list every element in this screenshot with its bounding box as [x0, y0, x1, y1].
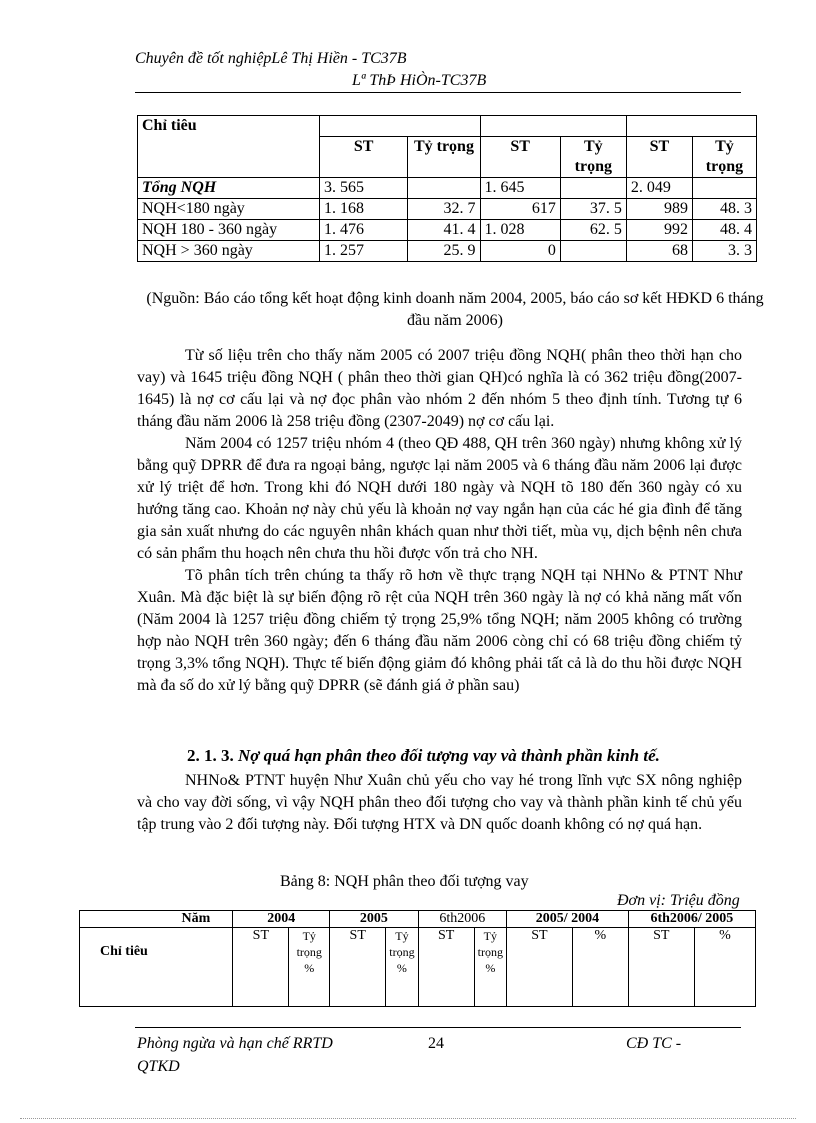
- table-row: [138, 199, 757, 220]
- sub-header: ST: [233, 928, 289, 1007]
- row-label: NQH 180 - 360 ngày: [138, 220, 320, 241]
- col-header: ST: [480, 137, 560, 178]
- table-caption: Bảng 8: NQH phân theo đối tượng vay: [280, 873, 529, 890]
- group-header: 6th2006: [418, 911, 506, 928]
- cell: 992: [626, 220, 692, 241]
- running-header-garbled: Lª ThÞ HiÒn-TC37B: [352, 72, 487, 89]
- table-group-cell: [480, 116, 626, 137]
- page-boundary: [20, 1118, 796, 1119]
- table-header-label: Chỉ tiêu: [138, 116, 320, 178]
- footer-left-continued: QTKD: [137, 1058, 180, 1075]
- footer-left: Phòng ngừa và hạn chế RRTD: [137, 1035, 333, 1052]
- paragraph: NHNo& PTNT huyện Như Xuân chủ yếu cho vay hé trong lĩnh vực SX nông nghiệp và cho vay đời sống, vì vậy NQH phân theo đối tượng cho vay và thành phần kinh tế chủ yếu tập trung vào 2 đối tượng này. Đối tượng HTX và DN quốc doanh không có nợ quá hạn.: [137, 772, 742, 833]
- sub-header: %: [694, 928, 755, 1007]
- footer-right: CĐ TC -: [626, 1035, 682, 1052]
- nqh-loan-object-table: [79, 910, 756, 1007]
- table-group-cell: [626, 116, 756, 137]
- cell: 1. 028: [480, 220, 560, 241]
- row-label: NQH > 360 ngày: [138, 241, 320, 262]
- cell: 41. 4: [408, 220, 480, 241]
- cell: 2. 049: [626, 178, 692, 199]
- cell: [560, 241, 626, 262]
- paragraph: Năm 2004 có 1257 triệu nhóm 4 (theo QĐ 488, QH trên 360 ngày) nhưng không xử lý bằng quỹ DPRR để đưa ra ngoại bảng, ngược lại năm 2005 và 6 tháng đầu năm 2006 lại được xử lý triệt để hơn. Trong khi đó NQH dưới 180 ngày và NQH tõ 180 đến 360 ngày có xu hướng tăng cao. Khoản nợ này chủ yếu là khoản nợ vay ngắn hạn của các hé gia đình để tăng gia sản xuất nhưng do các nguyên nhân khách quan như thời tiết, mùa vụ, dịch bệnh nên chưa có sản phẩm thu hoạch nên chưa thu hồi được vốn trả cho NH.: [137, 435, 742, 562]
- sub-header: ST: [628, 928, 694, 1007]
- cell: 3. 565: [319, 178, 407, 199]
- section-title: Nợ quá hạn phân theo đối tượng vay và thành phần kinh tế.: [238, 746, 660, 765]
- group-header: 2005/ 2004: [507, 911, 629, 928]
- table-row: [138, 178, 757, 199]
- sub-header: ST: [330, 928, 386, 1007]
- sub-header: Tỷ trọng %: [289, 928, 330, 1007]
- table-unit: Đơn vị: Triệu đồng: [617, 892, 740, 909]
- cell: 1. 645: [480, 178, 560, 199]
- cell: 25. 9: [408, 241, 480, 262]
- section-body: [137, 770, 742, 836]
- paragraph: Từ số liệu trên cho thấy năm 2005 có 2007 triệu đồng NQH( phân theo thời hạn cho vay) và 1645 triệu đồng NQH ( phân theo thời gian QH)có nghĩa là có 362 triệu đồng(2007-1645) là nợ cơ cấu lại và nợ đọc phân vào nhóm 2 đến nhóm 5 theo định tính. Tương tự 6 tháng đầu năm 2006 là 258 triệu đồng (2307-2049) nợ cơ cấu lại.: [137, 347, 742, 430]
- paragraph: Tõ phân tích trên chúng ta thấy rõ hơn về thực trạng NQH tại NHNo & PTNT Như Xuân. Mà đặc biệt là sự biến động rõ rệt của NQH trên 360 ngày là nợ có khả năng mất vốn (Năm 2004 là 1257 triệu đồng chiếm tỷ trọng 25,9% tổng NQH; năm 2005 không có trường hợp nào NQH trên 360 ngày; đến 6 tháng đầu năm 2006 còng chỉ có 68 triệu đồng chiếm tỷ trọng 3,3% tổng NQH). Thực tế biến động giảm đó không phải tất cả là do thu hồi được NQH mà đa số do xử lý bằng quỹ DPRR (sẽ đánh giá ở phần sau): [137, 567, 742, 694]
- row-label: NQH<180 ngày: [138, 199, 320, 220]
- group-header: 2004: [233, 911, 330, 928]
- table-row: [138, 220, 757, 241]
- cell: 62. 5: [560, 220, 626, 241]
- cell: [560, 178, 626, 199]
- body-text: [137, 345, 742, 697]
- header-rule: [135, 92, 741, 93]
- group-header: 6th2006/ 2005: [628, 911, 755, 928]
- sub-header: Tỷ trọng %: [386, 928, 418, 1007]
- col-header: Tỷ trọng: [560, 137, 626, 178]
- cell: 1. 257: [319, 241, 407, 262]
- year-label: Năm: [80, 911, 233, 928]
- cell: 3. 3: [692, 241, 756, 262]
- row-label: Chỉ tiêu: [80, 928, 233, 1007]
- cell: 37. 5: [560, 199, 626, 220]
- cell: [692, 178, 756, 199]
- page-number: 24: [428, 1035, 444, 1052]
- table-row: [138, 241, 757, 262]
- source-note: (Nguồn: Báo cáo tổng kết hoạt động kinh doanh năm 2004, 2005, báo cáo sơ kết HĐKD 6 tháng đầu năm 2006): [146, 290, 764, 329]
- cell: 617: [480, 199, 560, 220]
- cell: 1. 476: [319, 220, 407, 241]
- cell: 68: [626, 241, 692, 262]
- footer-rule: [135, 1027, 741, 1028]
- cell: 32. 7: [408, 199, 480, 220]
- col-header: ST: [626, 137, 692, 178]
- cell: 0: [480, 241, 560, 262]
- cell: 48. 3: [692, 199, 756, 220]
- section-number: 2. 1. 3.: [187, 746, 238, 765]
- cell: [408, 178, 480, 199]
- col-header: Tỷ trọng: [692, 137, 756, 178]
- cell: 1. 168: [319, 199, 407, 220]
- col-header: Tỷ trọng: [408, 137, 480, 178]
- row-label: Tổng NQH: [138, 178, 320, 199]
- sub-header: ST: [507, 928, 573, 1007]
- col-header: ST: [319, 137, 407, 178]
- sub-header: ST: [418, 928, 474, 1007]
- running-header: Chuyên đề tốt nghiệpLê Thị Hiền - TC37B: [135, 50, 407, 67]
- group-header: 2005: [330, 911, 418, 928]
- cell: 989: [626, 199, 692, 220]
- sub-header: %: [572, 928, 628, 1007]
- table-group-cell: [319, 116, 480, 137]
- cell: 48. 4: [692, 220, 756, 241]
- nqh-term-table: [137, 115, 757, 262]
- sub-header: Tỷ trọng %: [474, 928, 506, 1007]
- section-heading: [187, 746, 660, 766]
